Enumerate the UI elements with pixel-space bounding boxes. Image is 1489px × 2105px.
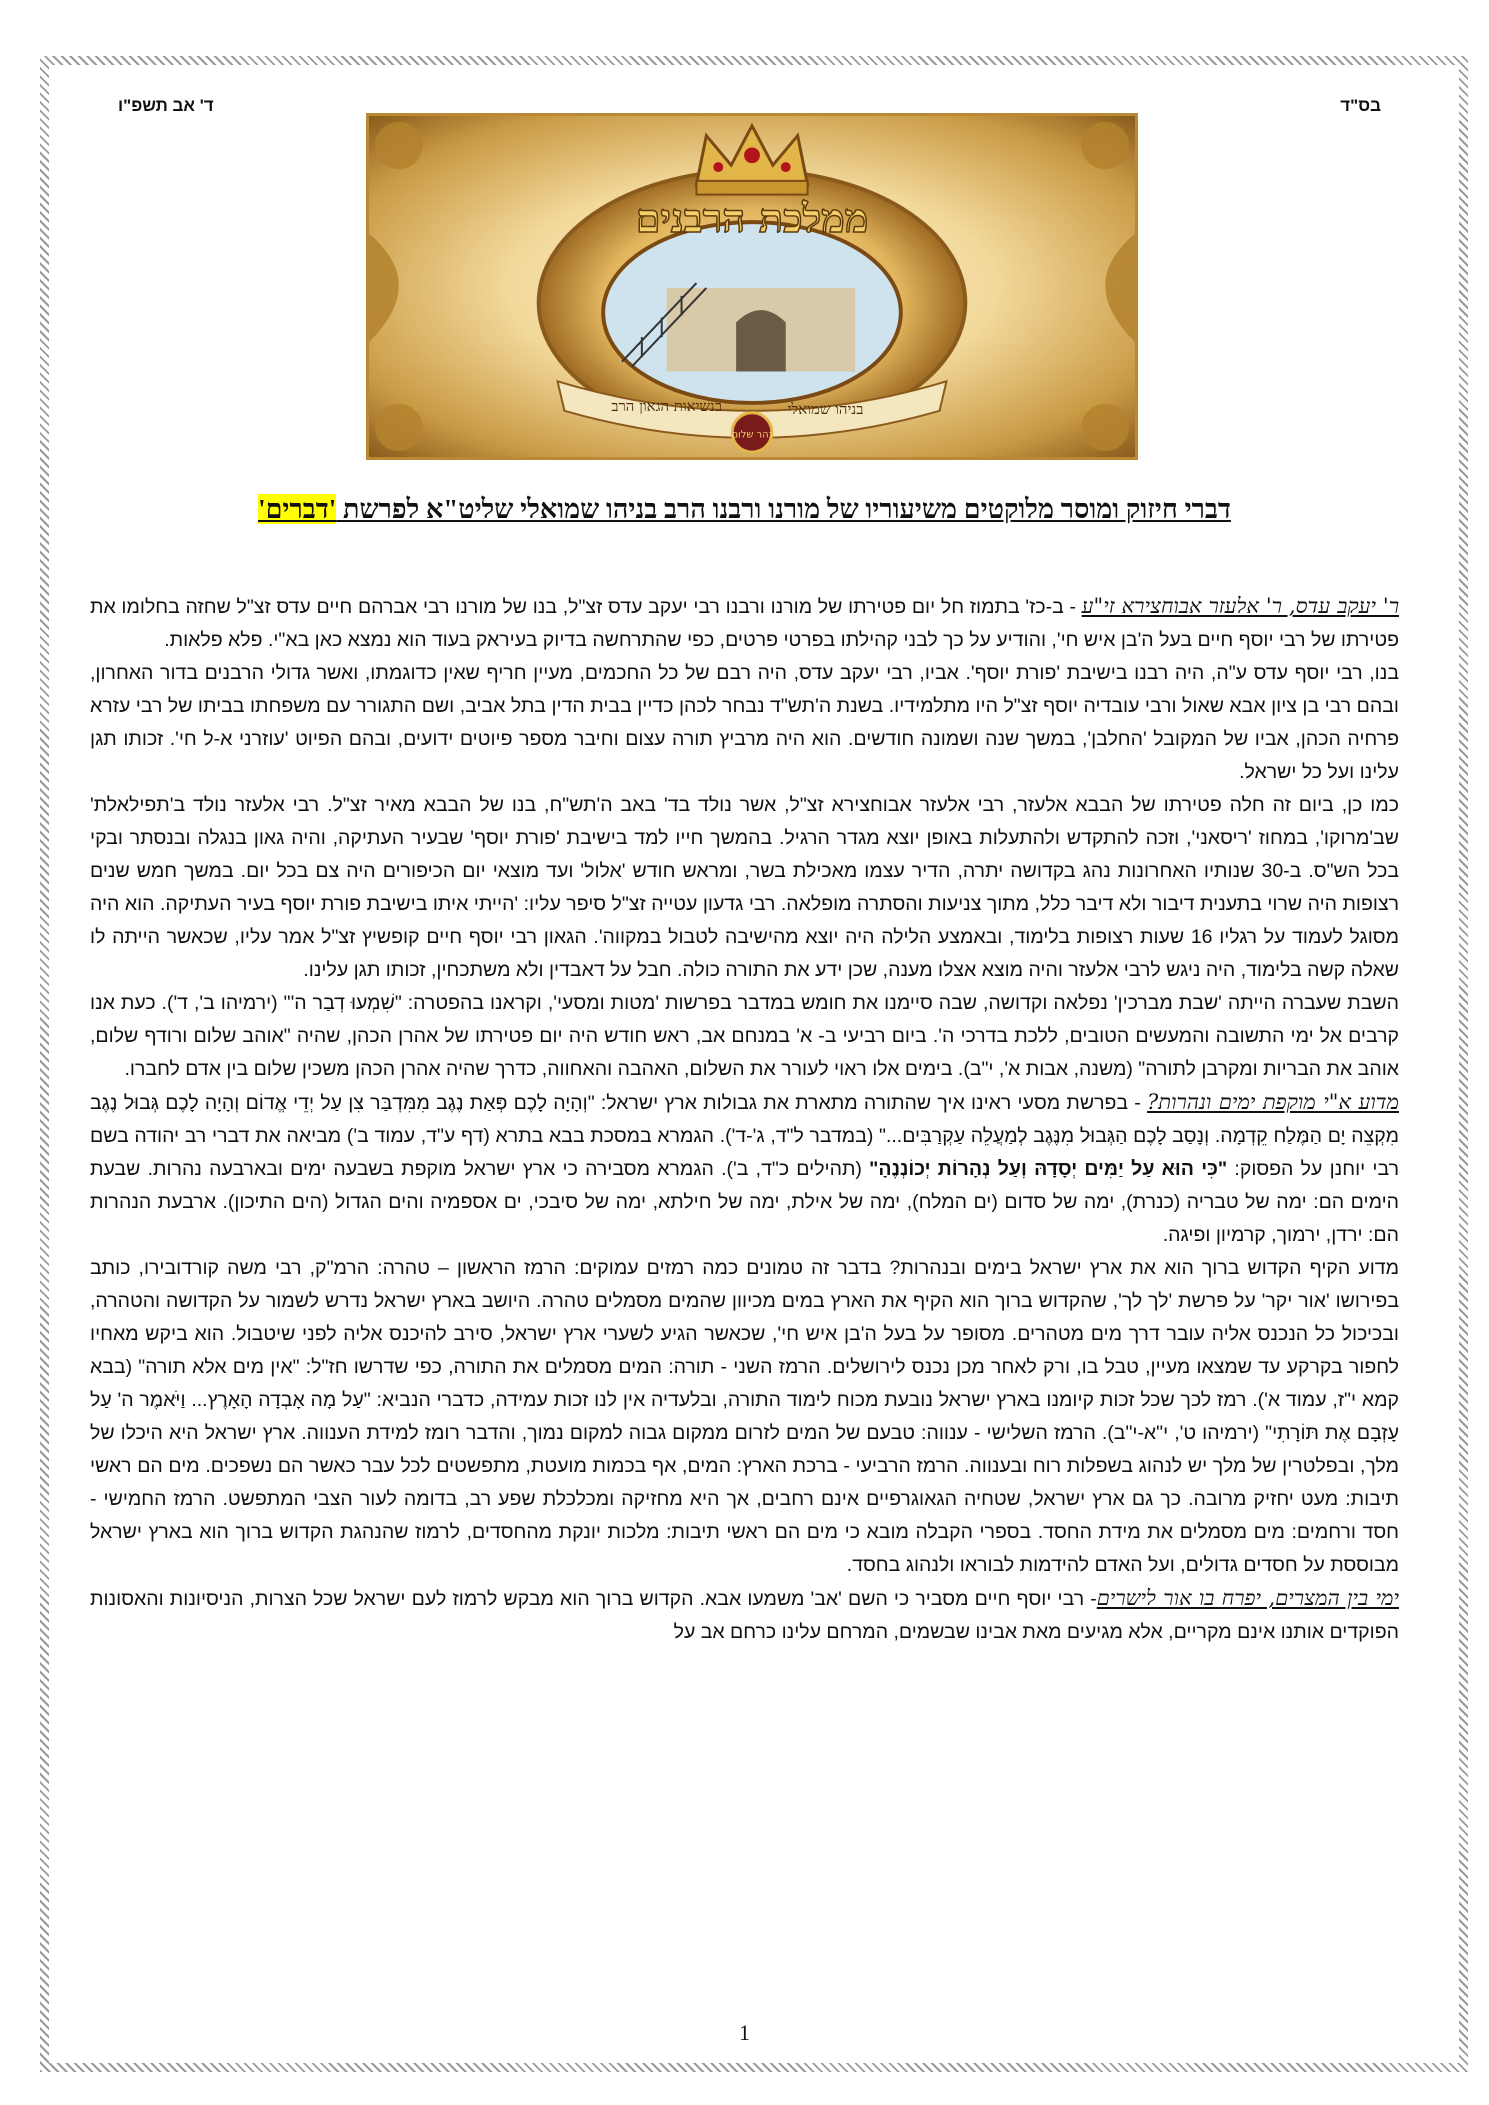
page-number: 1 — [739, 2020, 750, 2045]
ribbon-text: בנשיאות הגאון הרב — [611, 397, 723, 415]
banner-image — [366, 113, 1138, 460]
header-date: ד' אב תשפ"ו — [118, 96, 214, 115]
section-2-paragraph-1 — [90, 1086, 1399, 1252]
section-3-heading: ימי בין המצרים, יפרח בו אור לישרים — [1096, 1586, 1400, 1610]
section-2-heading: מדוע א"י מוקפת ימים ונהרות? — [1147, 1090, 1399, 1114]
banner-title: ממלכת הרבנים — [635, 196, 869, 242]
section-2-text-1b: (תהילים כ"ד, ב'). הגמרא מסבירה כי ארץ ישראל מוקפת בשבעה ימים ובארבעה נהרות. שבעת הימים הם: ימה של טבריה (כנרת), ימה של סדום (ים המלח), ימה של אילת, ימה של חילתא, ימה של סיבכי, ים אספמיה והים הגדול (הים התיכון). ארבעת הנהרות הם: ירדן, ירמוך, קרמיון ופיגה. — [90, 1158, 1399, 1246]
section-2-paragraph-2: מדוע הקיף הקדוש ברוך הוא את ארץ ישראל בימים ובנהרות? בדבר זה טמונים כמה רמזים עמוקים: הרמז הראשון – טהרה: הרמ"ק, רבי משה קורדובירו, כותב בפירושו 'אור יקר' על פרשת 'לך לך', שהקדוש ברוך הוא הקיף את הארץ במים מכיוון שהמים מסמלים טהרה. היושב בארץ ישראל נדרש לשמור על הקדושה והטהרה, ובכיכול כל הנכנס אליה עובר דרך מים מטהרים. מסופר על בעל ה'בן איש חי', שכאשר הגיע לשערי ארץ ישראל, סירב להיכנס אליה לפני שיטבול. הוא ביקש מאחיו לחפור בקרקע עד שמצאו מעיין, טבל בו, ורק לאחר מכן נכנס לירושלים. הרמז השני - תורה: המים מסמלים את התורה, כפי שדרשו חז"ל: "אין מים אלא תורה" (בבא קמא י"ז, עמוד א'). רמז לכך שכל זכות קיומנו בארץ ישראל נובעת מכוח לימוד התורה, ובלעדיה אין לנו זכות עמידה, כדברי הנביא: "עַל מָה אָבְדָה הָאָרֶץ... וַיֹּאמֶר ה' עַל עָזְבָם אֶת תּוֹרָתִי" (ירמיהו ט', י"א-י"ב). הרמז השלישי - ענווה: טבעם של המים לזרום ממקום גבוה למקום נמוך, והדבר רומז למידת הענווה. ארץ ישראל היא היכלו של מלך, ובפלטרין של מלך יש לנהוג בשפלות רוח ובענווה. הרמז הרביעי - ברכת הארץ: המים, אף בכמות מועטת, מתפשטים לכל עבר כאשר הם נשפכים. מים הם ראשי תיבות: מעט יחזיק מרובה. כך גם ארץ ישראל, שטחיה הגאוגרפיים אינם רחבים, אך היא מחזיקה ומכלכלת שפע רב, בדומה לעור הצבי המתפשט. הרמז החמישי - חסד ורחמים: מים מסמלים את מידת החסד. בספרי הקבלה מובא כי מים הם ראשי תיבות: מלכות יונקת מהחסדים, לרמוז שהנהגת הקדוש ברוך הוא בארץ ישראל מבוססת על חסדים גדולים, ועל האדם להידמות לבוראו ולנהוג בחסד. — [90, 1257, 1399, 1576]
section-3-text-1: - רבי יוסף חיים מסביר כי השם 'אב' משמעו אבא. הקדוש ברוך הוא מבקש לרמוז לעם ישראל שכל הצרות, הניסיונות והאסונות הפוקדים אותנו אינם מקריים, אלא מגיעים מאת אבינו שבשמים, המרחם עלינו כרחם אב על — [90, 1588, 1399, 1643]
crown-icon — [696, 126, 807, 195]
title-main: דברי חיזוק ומוסר מלוקטים משיעוריו של מורנו ורבנו הרב בניהו שמואלי שליט"א לפרשת — [336, 494, 1231, 524]
ribbon-name: בניהו שמואלי — [787, 400, 864, 418]
section-1-paragraph-2: בנו, רבי יוסף עדס ע"ה, היה רבנו בישיבת 'פורת יוסף'. אביו, רבי יעקב עדס, היה רבם של כל החכמים, מעיין חריף שאין כדוגמתו, ואשר גדולי הרבנים בדור האחרון, ובהם רבי בן ציון אבא שאול ורבי עובדיה יוסף זצ"ל היו מתלמידיו. בשנת ה'תש"ד נבחר לכהן כדיין בבית הדין בתל אביב, ושם התגורר עם משפחתו בביתו של רבי עזרא פרחיה הכהן, אביו של המקובל 'החלבן', במשך שנה ושמונה חודשים. הוא היה מרביץ תורה עצום וחיבר מספר פיוטים ידועים, ובהם הפיוט 'עוזרני א-ל חי'. זכותו תגן עלינו ועל כל ישראל. — [90, 662, 1399, 783]
section-1-paragraph-1 — [90, 590, 1399, 657]
header-bsd: בס"ד — [1340, 96, 1381, 115]
section-2-quote: "כִּי הוּא עַל יַמִּים יְסָדָהּ וְעַל נְהָרוֹת יְכוֹנְנֶהָ" — [869, 1158, 1228, 1180]
article-body — [90, 590, 1399, 1649]
section-1-paragraph-4: השבת שעברה הייתה 'שבת מברכין' נפלאה וקדושה, שבה סיימנו את חומש במדבר בפרשות 'מטות ומסעי', וקראנו בהפטרה: "שִׁמְעוּ דְבַר ה'" (ירמיהו ב', ד'). כעת אנו קרבים אל ימי התשובה והמעשים הטובים, ללכת בדרכי ה'. ביום רביעי ב- א' במנחם אב, ראש חודש היה יום פטירתו של אהרן הכהן, שהיה "אוהב שלום ורודף שלום, אוהב את הבריות ומקרבן לתורה" (משנה, אבות א', י"ב). בימים אלו ראוי לעורר את השלום, האהבה והאחווה, כדרך שהיה אהרן הכהן משכין שלום בין אדם לחברו. — [90, 992, 1399, 1080]
archway — [736, 310, 786, 371]
section-2-text-1: - בפרשת מסעי ראינו איך שהתורה מתארת את גבולות ארץ ישראל: "וְהָיָה לָכֶם פְּאַת נֶגֶב מִמִּדְבַּר צִן עַל יְדֵי אֱדוֹם וְהָיָה לָכֶם גְּבוּל נֶגֶב מִקְצֵה יָם הַמֶּלַח קֵדְמָה. וְנָסַב לָכֶם הַגְּבוּל מִנֶּגֶב לְמַעֲלֵה עַקְרַבִּים..." (במדבר ל"ד, ג'-ד'). הגמרא במסכת בבא בתרא (דף ע"ד, עמוד ב') מביאה את דברי רב יהודה בשם רבי יוחנן על הפסוק: — [90, 1092, 1400, 1180]
section-3-paragraph-1 — [90, 1582, 1399, 1649]
section-1-paragraph-3: כמו כן, ביום זה חלה פטירתו של הבבא אלעזר, רבי אלעזר אבוחצירא זצ"ל, אשר נולד בד' באב ה'תש"ח, בנו של הבבא מאיר זצ"ל. רבי אלעזר נולד ב'תפילאלת' שב'מרוקו', במחוז 'ריסאני', וזכה להתקדש ולהתעלות באופן יוצא מגדר הרגיל. בהמשך חייו למד בישיבת 'פורת יוסף' שבעיר העתיקה, והיה גאון בנגלה ובנסתר ובקי בכל הש"ס. ב-30 שנותיו האחרונות נהג בקדושה יתרה, הדיר עצמו מאכילת בשר, ומראש חודש 'אלול' ועד מוצאי יום הכיפורים היה צם בכל יום. במשך חמש שנים רצופות היה שרוי בתענית דיבור ולא דיבר כלל, מתוך צניעות והסתרה מופלאה. רבי גדעון עטייה זצ"ל סיפר עליו: 'הייתי איתו בישיבת פורת יוסף בעיר העתיקה. הוא היה מסוגל לעמוד על רגליו 16 שעות רצופות בלימוד, ובאמצע הלילה היה יוצא מהישיבה לטבול במקווה'. הגאון רבי יוסף חיים קופשיץ זצ"ל אמר עליו, שכאשר הייתה לו שאלה קשה בלימוד, היה ניגש לרבי אלעזר והיה מוצא אצלו מענה, שכן ידע את התורה כולה. חבל על דאבדין ולא משתכחין, זכותו תגן עלינו. — [90, 794, 1399, 981]
section-1-heading: ר' יעקב עדס, ר' אלעזר אבוחצירא זי"ע — [1081, 594, 1400, 618]
title-parasha-highlight: 'דברים' — [258, 494, 337, 524]
section-1-text-1: - ב-כז' בתמוז חל יום פטירתו של מורנו ורבנו רבי יעקב עדס זצ"ל, בנו של מורנו רבי אברהם חיים עדס זצ"ל שחזה בחלומו את פטירתו של רבי יוסף חיים בעל ה'בן איש חי', והודיע על כך לבני קהילתו בפרטי פרטים, כפי שהתרחשה בדיוק בעיראק בעוד הוא נמצא כאן בא"י. פלא פלאות. — [90, 596, 1399, 651]
seal-text: נהר שלום — [731, 429, 773, 441]
page-title — [110, 493, 1379, 525]
